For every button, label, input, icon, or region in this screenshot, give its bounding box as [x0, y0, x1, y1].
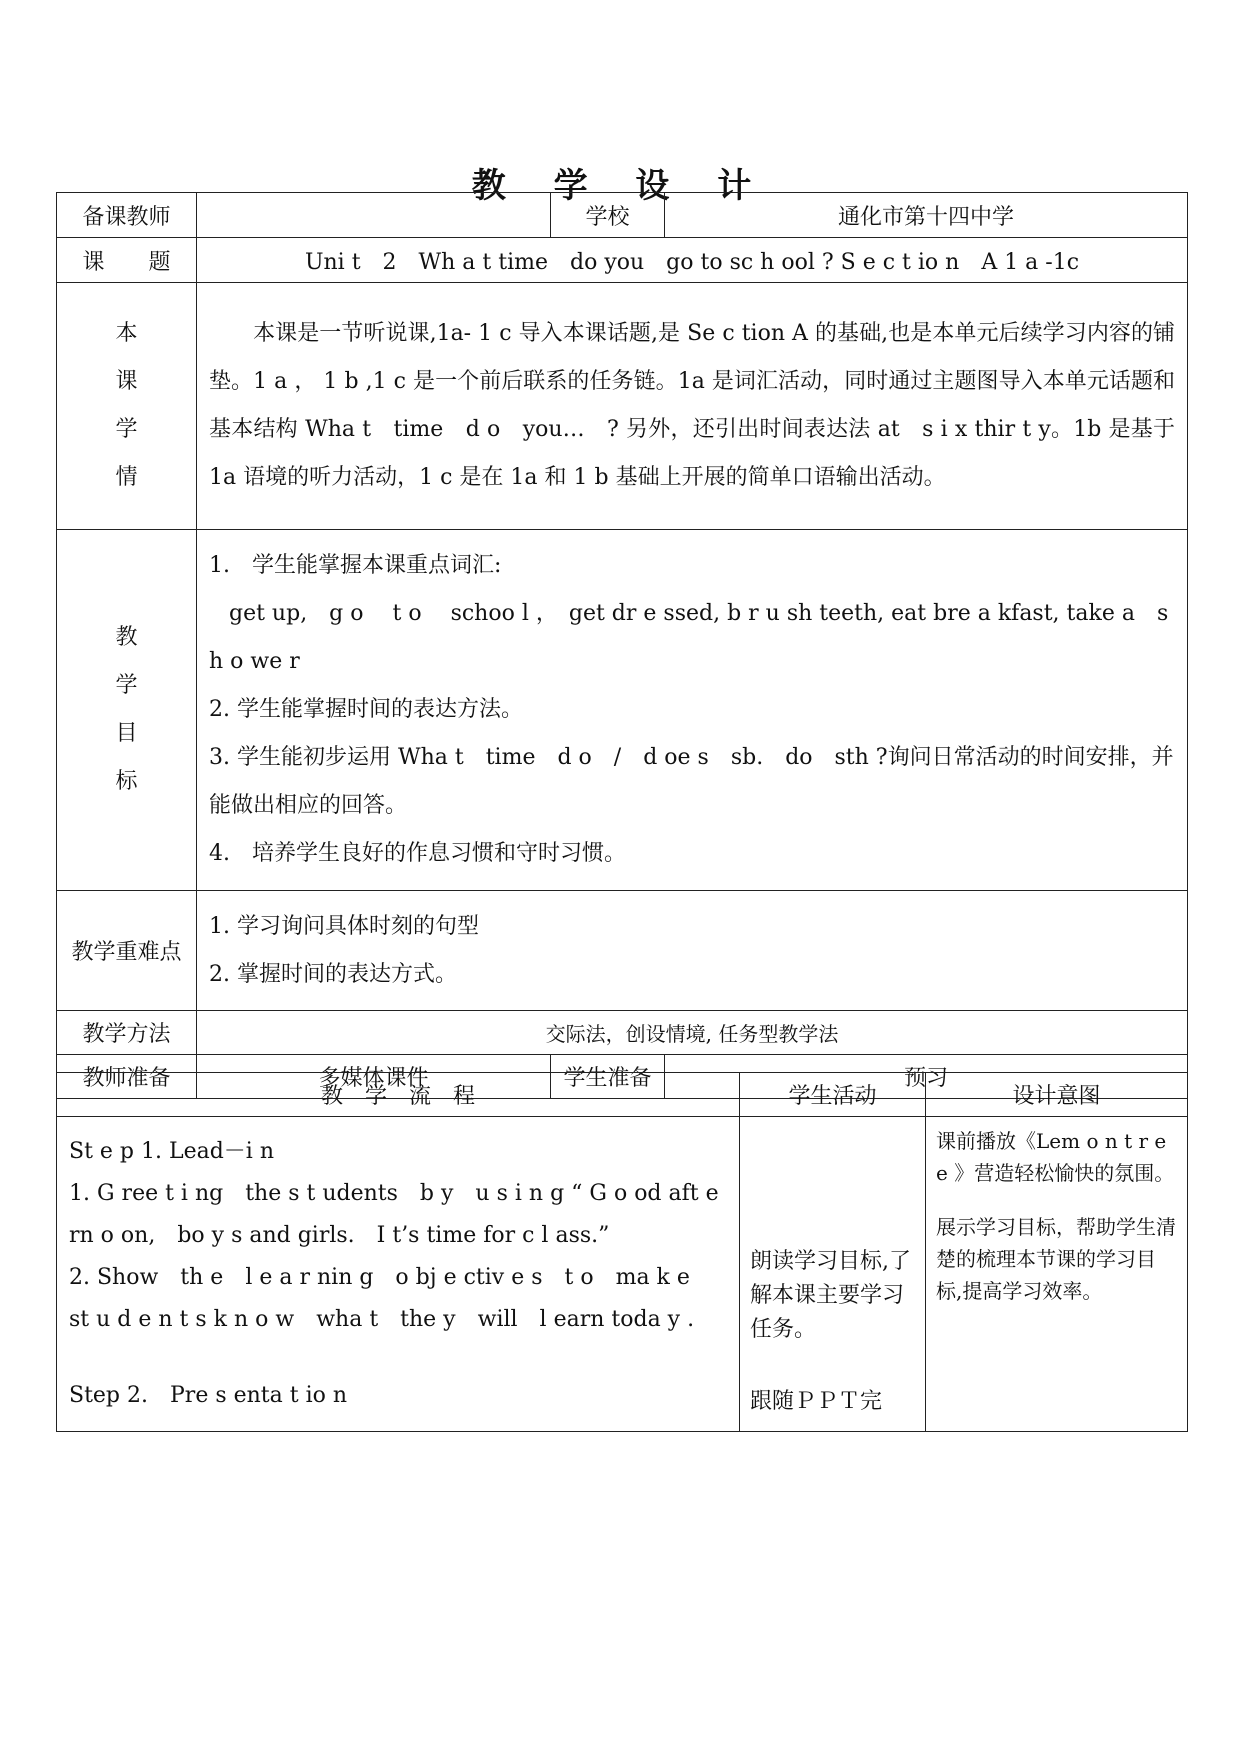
topic-value: Uni t 2 Wh a t time do you go to sc h ool ? S e c t io n A 1 a -1c: [197, 238, 1188, 283]
situation-label-char: 情: [115, 465, 138, 490]
objectives-label-char: 标: [115, 769, 138, 794]
situation-label: [57, 283, 197, 530]
situation-label-char: 本: [115, 321, 138, 346]
document-title: 教 学 设 计: [471, 166, 770, 206]
process-header-flow: 教 学 流 程: [57, 1073, 740, 1117]
objectives-label-char: 学: [115, 673, 138, 698]
student-activity-item: 朗读学习目标,了解本课主要学习任务。: [750, 1249, 911, 1342]
teacher-value: [197, 193, 551, 238]
objectives-list: [197, 530, 1188, 891]
student-prep-value: 预习: [665, 1055, 1188, 1099]
objectives-label-char: 目: [115, 721, 138, 746]
objective-item: 4. 培养学生良好的作息习惯和守时习惯。: [209, 841, 626, 866]
topic-label: 课 题: [57, 238, 197, 283]
teacher-label: 备课教师: [57, 193, 197, 238]
objective-item: 3. 学生能初步运用 Wha t time d o / d oe s sb. do sth ?询问日常活动的时间安排，并能做出相应的回答。: [209, 745, 1174, 818]
key-point-item: 2. 掌握时间的表达方式。: [209, 961, 457, 987]
process-header-activity: 学生活动: [740, 1073, 926, 1117]
teacher-prep-label: 教师准备: [57, 1055, 197, 1099]
objective-item: 2. 学生能掌握时间的表达方法。: [209, 697, 523, 722]
objectives-label-char: 教: [115, 625, 138, 650]
process-flow-cell: [57, 1117, 740, 1432]
school-label: 学校: [551, 193, 665, 238]
objective-item: get up, g o t o schoo l ， get dr e ssed, b r u sh teeth, eat bre a kfast, take a s h o we r: [209, 601, 1169, 674]
teacher-prep-value: 多媒体课件: [197, 1055, 551, 1099]
method-label: 教学方法: [57, 1011, 197, 1055]
student-activity-item: 跟随ＰＰＴ完: [750, 1389, 883, 1414]
lesson-info-table: [56, 192, 1188, 1099]
flow-step-heading: Step 2. Pre s enta t io n: [69, 1383, 348, 1408]
objective-item: 1. 学生能掌握本课重点词汇:: [209, 553, 502, 578]
key-point-item: 1. 学习询问具体时刻的句型: [209, 913, 479, 939]
design-intent-item: 课前播放《Lem o n t r e e 》营造轻松愉快的氛围。: [936, 1129, 1175, 1185]
situation-text: [197, 283, 1188, 530]
process-header-intent: 设计意图: [926, 1073, 1188, 1117]
student-prep-label: 学生准备: [551, 1055, 665, 1099]
method-value: 交际法，创设情境, 任务型教学法: [197, 1011, 1188, 1055]
flow-line: 2. Show th e l e a r nin g o bj e ctiv e s t o ma k e st u d e n t s k n o w wha t the y will l earn toda y .: [69, 1265, 712, 1332]
situation-paragraph: 本课是一节听说课,1a- 1 c 导入本课话题,是 Se c tion A 的基础,也是本单元后续学习内容的铺垫。1 a ， 1 b ,1 c 是一个前后联系的任务链。1a 是词汇活动，同时通过主题图导入本单元话题和基本结构 Wha t time d o you… ? 另外，还引出时间表达法 at s i x thir t y。1b 是基于 1a 语境的听力活动，1 c 是在 1a 和 1 b 基础上开展的简单口语输出活动。: [209, 321, 1176, 490]
flow-line: 1. G ree t i ng the s t udents b y u s i n g “ G o od aft e rn o on, bo y s and girls. I t’s time for c l ass.”: [69, 1181, 719, 1248]
flow-step-heading: St e p 1. Lead－i n: [69, 1139, 275, 1164]
school-value: 通化市第十四中学: [665, 193, 1188, 238]
key-points-label: 教学重难点: [57, 891, 197, 1011]
objectives-label: [57, 530, 197, 891]
situation-label-char: 学: [115, 417, 138, 442]
design-intent-item: 展示学习目标，帮助学生清楚的梳理本节课的学习目标,提高学习效率。: [936, 1215, 1176, 1303]
situation-label-char: 课: [115, 369, 138, 394]
design-intent-cell: [926, 1117, 1188, 1432]
student-activity-cell: [740, 1117, 926, 1432]
teaching-process-table: [56, 1072, 1188, 1432]
key-points-list: [197, 891, 1188, 1011]
